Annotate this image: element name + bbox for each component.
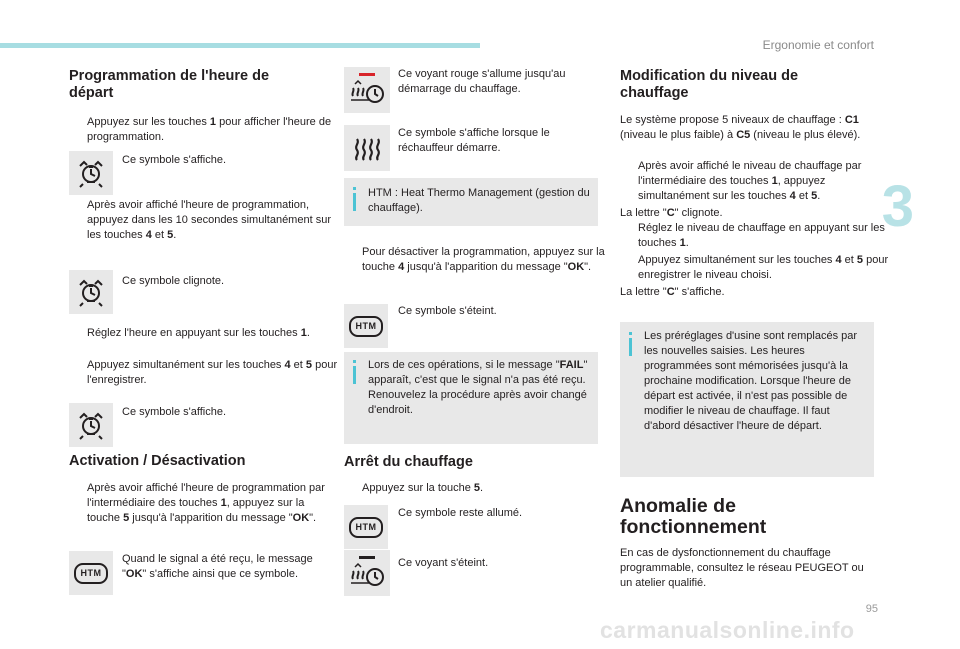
timer-symbol-box (69, 151, 113, 195)
instruction-step: Réglez l'heure en appuyant sur les touches 1. (87, 327, 310, 339)
paragraph: Le système propose 5 niveaux de chauffage : C1 (niveau le plus faible) à C5 (niveau le plus élevé). (620, 114, 861, 141)
symbol-description: Ce voyant s'éteint. (398, 557, 489, 569)
instruction-step: Appuyez sur la touche 5. (362, 482, 484, 494)
instruction-step: Appuyez simultanément sur les touches 4 et 5 pour enregistrer le niveau choisi. (638, 254, 889, 281)
timer-clock-icon (74, 408, 108, 442)
heading-activation: Activation / Désactivation (69, 453, 246, 469)
heater-symbol-box (344, 125, 390, 171)
info-icon (353, 193, 356, 211)
symbol-description: Ce symbole reste allumé. (398, 507, 523, 519)
symbol-description: Ce symbole clignote. (122, 275, 225, 287)
htm-symbol-box (344, 304, 388, 348)
instruction-step: Réglez le niveau de chauffage en appuyant sur les touches 1. (638, 222, 885, 249)
symbol-description: Ce symbole s'affiche. (122, 406, 227, 418)
symbol-description: Ce voyant rouge s'allume jusqu'au démarrage du chauffage. (398, 68, 566, 95)
watermark: carmanualsonline.info (600, 617, 855, 643)
heading-anomalie: Anomalie de fonctionnement (620, 495, 767, 538)
section-title: Ergonomie et confort (762, 38, 874, 52)
htm-icon: HTM (349, 316, 383, 337)
instruction-step: Après avoir affiché le niveau de chauffage par l'intermédiaire des touches 1, appuyez simultanément sur les touches 4 et 5. (638, 160, 862, 202)
page-number: 95 (865, 603, 878, 615)
symbol-description: Ce symbole s'éteint. (398, 305, 497, 317)
header-accent-bar (0, 43, 480, 48)
info-box-fail (344, 352, 598, 444)
heading-modification: Modification du niveau de chauffage (620, 68, 799, 101)
instruction-step: Appuyez simultanément sur les touches 4 et 5 pour l'enregistrer. (87, 359, 338, 386)
heater-timer-red-icon (347, 70, 387, 110)
htm-symbol-box (69, 551, 113, 595)
heater-timer-box (344, 550, 390, 596)
symbol-description: Ce symbole s'affiche lorsque le réchauffeur démarre. (398, 127, 550, 154)
symbol-description: Quand le signal a été reçu, le message "OK" s'affiche ainsi que ce symbole. (122, 553, 313, 580)
timer-clock-icon (74, 275, 108, 309)
heater-timer-icon (347, 553, 387, 593)
timer-symbol-box (69, 270, 113, 314)
htm-symbol-box (344, 505, 388, 549)
instruction-step: Après avoir affiché l'heure de programmation, appuyez dans les 10 secondes simultanément sur les touches 4 et 5. (87, 199, 331, 241)
timer-clock-icon (74, 156, 108, 190)
info-text: Les préréglages d'usine sont remplacés par les nouvelles saisies. Les heures programmées sont mémorisées jusqu'à la prochaine modification. Lorsque l'heure de départ est activée, il n'est pas possible de modifier le niveau de chauffage. Il faut d'abord désactiver l'heure de départ. (644, 330, 858, 432)
instruction-step: Appuyez sur les touches 1 pour afficher l'heure de programmation. (87, 116, 332, 143)
paragraph: En cas de dysfonctionnement du chauffage programmable, consultez le réseau PEUGEOT ou un atelier qualifié. (620, 547, 864, 589)
info-box-presets (620, 322, 874, 477)
instruction-step: Pour désactiver la programmation, appuyez sur la touche 4 jusqu'à l'apparition du message "OK". (362, 246, 605, 273)
info-text: HTM : Heat Thermo Management (gestion du chauffage). (368, 187, 590, 214)
timer-symbol-box (69, 403, 113, 447)
heater-icon (350, 131, 384, 165)
heater-timer-warning-box (344, 67, 390, 113)
htm-icon: HTM (349, 517, 383, 538)
chapter-number: 3 (881, 174, 914, 239)
htm-icon: HTM (74, 563, 108, 584)
paragraph: La lettre "C" s'affiche. (620, 286, 725, 298)
paragraph: La lettre "C" clignote. (620, 207, 723, 219)
heading-programmation: Programmation de l'heure de départ (69, 68, 270, 101)
instruction-step: Après avoir affiché l'heure de programmation par l'intermédiaire des touches 1, appuyez sur la touche 5 jusqu'à l'apparition du message "OK". (87, 482, 325, 524)
info-icon (629, 338, 632, 356)
info-text: Lors de ces opérations, si le message "FAIL" apparaît, c'est que le signal n'a pas été reçu. Renouvelez la procédure après avoir changé d'endroit. (368, 359, 588, 416)
info-box-htm (344, 178, 598, 226)
symbol-description: Ce symbole s'affiche. (122, 154, 227, 166)
heading-arret: Arrêt du chauffage (344, 454, 473, 470)
info-icon (353, 366, 356, 384)
